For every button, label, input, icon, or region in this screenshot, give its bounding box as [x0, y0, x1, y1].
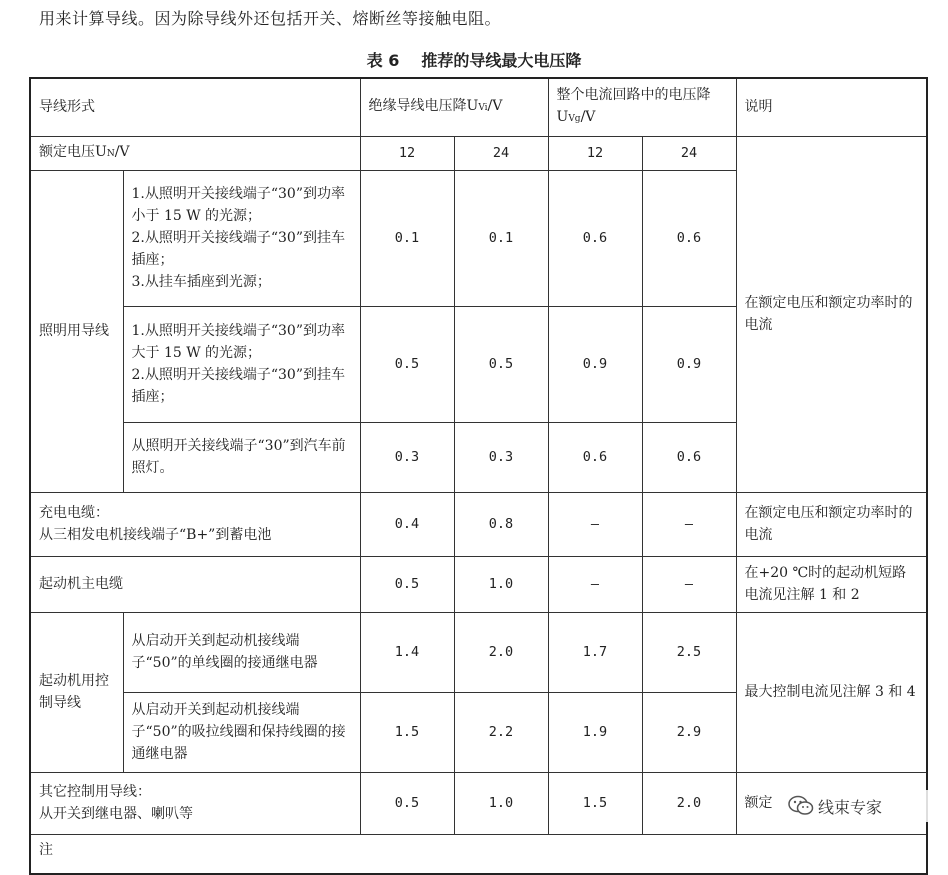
value-cell: 1.5 — [548, 772, 642, 834]
rated-voltage-24: 24 — [454, 136, 548, 170]
row-description: 充电电缆： 从三相发电机接线端子“B+”到蓄电池 — [30, 492, 360, 556]
value-cell: — — [642, 556, 736, 612]
row-description: 其它控制用导线： 从开关到继电器、喇叭等 — [30, 772, 360, 834]
table-caption — [0, 48, 948, 71]
row-description: 起动机主电缆 — [30, 556, 360, 612]
watermark-text: 线束专家 — [818, 797, 883, 817]
header-form: 导线形式 — [30, 78, 360, 136]
rated-voltage-label: 额定电压UN/V — [30, 136, 360, 170]
wechat-icon — [788, 795, 814, 817]
watermark — [788, 790, 930, 822]
value-cell: 0.6 — [548, 170, 642, 306]
value-cell: 1.9 — [548, 692, 642, 772]
rated-voltage-24: 24 — [642, 136, 736, 170]
rated-voltage-12: 12 — [360, 136, 454, 170]
value-cell: 0.3 — [360, 422, 454, 492]
charging-row — [30, 492, 927, 556]
value-cell: 0.6 — [642, 422, 736, 492]
row-note: 额定 — [736, 772, 927, 834]
rated-voltage-12: 12 — [548, 136, 642, 170]
value-cell: 0.1 — [454, 170, 548, 306]
row-description: 1.从照明开关接线端子“30”到功率小于 15 W 的光源； 2.从照明开关接线端子“30”到挂车插座； 3.从挂车插座到光源； — [123, 170, 360, 306]
value-cell: 0.6 — [642, 170, 736, 306]
rated-voltage-row — [30, 136, 927, 170]
value-cell: 1.7 — [548, 612, 642, 692]
row-description: 从启动开关到起动机接线端子“50”的吸拉线圈和保持线圈的接通继电器 — [123, 692, 360, 772]
table-row — [30, 612, 927, 692]
lighting-note: 在额定电压和额定功率时的电流 — [736, 136, 927, 492]
row-note: 在+20 ℃时的起动机短路电流见注解 1 和 2 — [736, 556, 927, 612]
value-cell: 0.5 — [360, 772, 454, 834]
value-cell: 0.1 — [360, 170, 454, 306]
value-cell: 0.5 — [360, 306, 454, 422]
value-cell: 2.2 — [454, 692, 548, 772]
starter-main-row — [30, 556, 927, 612]
value-cell: 0.4 — [360, 492, 454, 556]
value-cell: 2.0 — [642, 772, 736, 834]
value-cell: 1.4 — [360, 612, 454, 692]
header-row — [30, 78, 927, 136]
value-cell: — — [548, 556, 642, 612]
header-insulated-drop: 绝缘导线电压降UVi/V — [360, 78, 548, 136]
header-circuit-drop: 整个电流回路中的电压降UVg/V — [548, 78, 736, 136]
value-cell: 2.9 — [642, 692, 736, 772]
starter-ctrl-note: 最大控制电流见注解 3 和 4 — [736, 612, 927, 772]
row-description: 从启动开关到起动机接线端子“50”的单线圈的接通继电器 — [123, 612, 360, 692]
value-cell: 0.8 — [454, 492, 548, 556]
lighting-group-label: 照明用导线 — [30, 170, 123, 492]
table-number: 表 6 — [366, 51, 400, 70]
footer-row — [30, 834, 927, 874]
value-cell: 1.0 — [454, 556, 548, 612]
footer-notes: 注 — [30, 834, 927, 874]
table-title: 推荐的导线最大电压降 — [421, 51, 582, 70]
voltage-drop-table — [29, 77, 928, 875]
header-note: 说明 — [736, 78, 927, 136]
value-cell: — — [642, 492, 736, 556]
value-cell: — — [548, 492, 642, 556]
intro-text: 用来计算导线。因为除导线外还包括开关、熔断丝等接触电阻。 — [39, 9, 502, 28]
value-cell: 0.6 — [548, 422, 642, 492]
value-cell: 2.0 — [454, 612, 548, 692]
value-cell: 1.5 — [360, 692, 454, 772]
value-cell: 0.5 — [360, 556, 454, 612]
value-cell: 0.9 — [642, 306, 736, 422]
value-cell: 1.0 — [454, 772, 548, 834]
value-cell: 0.9 — [548, 306, 642, 422]
row-note: 在额定电压和额定功率时的电流 — [736, 492, 927, 556]
starter-ctrl-group-label: 起动机用控制导线 — [30, 612, 123, 772]
row-description: 从照明开关接线端子“30”到汽车前照灯。 — [123, 422, 360, 492]
value-cell: 0.5 — [454, 306, 548, 422]
value-cell: 2.5 — [642, 612, 736, 692]
value-cell: 0.3 — [454, 422, 548, 492]
row-description: 1.从照明开关接线端子“30”到功率大于 15 W 的光源； 2.从照明开关接线端子“30”到挂车插座； — [123, 306, 360, 422]
